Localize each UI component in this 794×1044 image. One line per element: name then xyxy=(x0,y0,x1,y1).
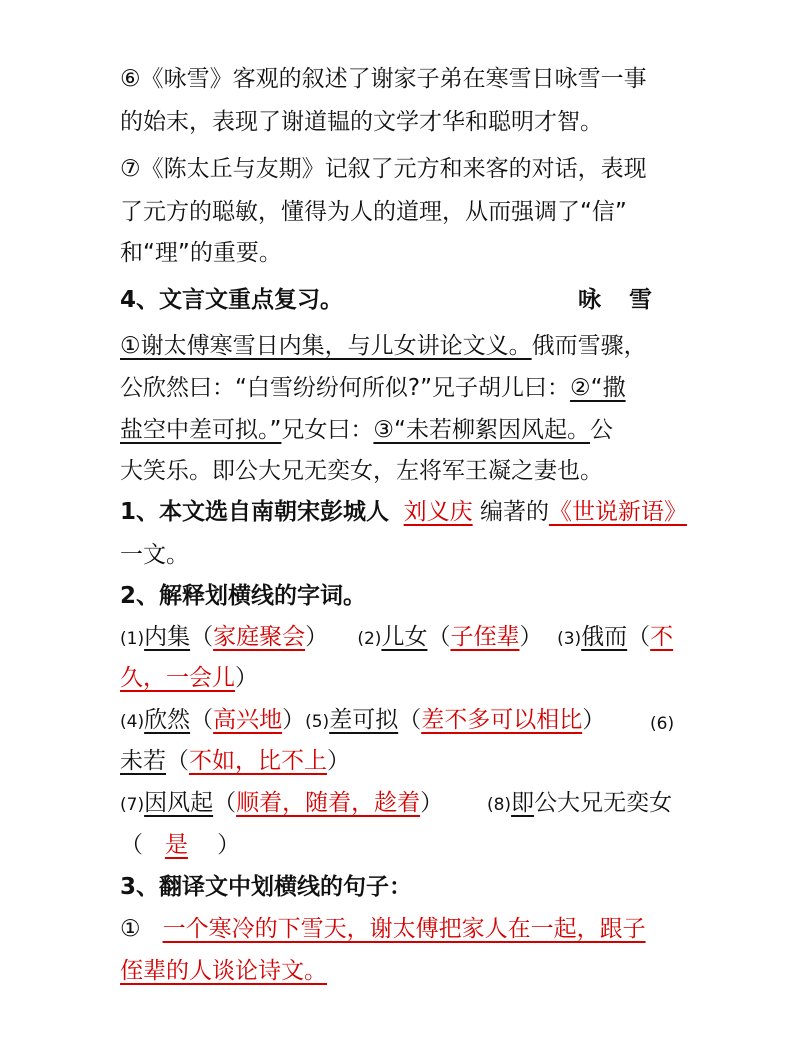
answer-book: 《世说新语》 xyxy=(548,499,687,525)
item-number: (4) xyxy=(120,712,145,732)
summary-line-1: ⑥《咏雪》客观的叙述了谢家子弟在寒雪日咏雪一事 xyxy=(120,66,647,92)
term: 差可拟 xyxy=(329,707,399,733)
term-context: 公大兄无奕女 xyxy=(534,790,673,816)
answer: 差不多可以相比 xyxy=(421,707,583,733)
term: 因风起 xyxy=(144,790,214,816)
underlined-sentence-2: ②“撒 xyxy=(570,375,626,401)
answer: 久，一会儿 xyxy=(120,665,235,691)
passage-line-4: 大笑乐。即公大兄无奕女，左将军王凝之妻也。 xyxy=(120,458,603,484)
answer: 高兴地 xyxy=(213,707,283,733)
question-1-line-2: 一文。 xyxy=(120,542,189,568)
translation-answer: 一个寒冷的下雪天，谢太傅把家人在一起，跟子 xyxy=(162,916,646,942)
term: 儿女 xyxy=(381,624,428,650)
item-number: (2) xyxy=(357,629,382,649)
term: 内集 xyxy=(144,624,191,650)
answer: 家庭聚会 xyxy=(213,624,306,650)
item-number: ① xyxy=(120,916,141,942)
passage-title: 咏 雪 xyxy=(578,287,663,313)
term: 欣然 xyxy=(144,707,191,733)
item-number: (1) xyxy=(120,629,145,649)
q3-answer-line-1 xyxy=(120,913,646,945)
question-1-text: 编著的 xyxy=(479,499,549,525)
q2-row-1: (1)内集（家庭聚会） (2)儿女（子侄辈） (3)俄而（不 xyxy=(120,624,674,650)
term: 俄而 xyxy=(581,624,628,650)
translation-answer: 侄辈的人谈论诗文。 xyxy=(120,958,327,984)
underlined-sentence-2-cont: 盐空中差可拟。” xyxy=(120,417,282,443)
answer: 顺着，随着，趁着 xyxy=(236,790,421,816)
q2-row-3: 未若（不如，比不上） xyxy=(120,748,350,774)
summary-line-3: ⑦《陈太丘与友期》记叙了元方和来客的对话，表现 xyxy=(120,156,647,182)
underlined-sentence-3: ③“未若柳絮因风起。 xyxy=(373,417,590,443)
answer: 是 xyxy=(164,832,188,858)
answer: 子侄辈 xyxy=(450,624,520,650)
q2-row-4: (7)因风起（顺着，随着，趁着） (8)即公大兄无奕女 xyxy=(120,790,673,816)
question-1-text: 1、本文选自南朝宋彭城人 xyxy=(120,499,390,525)
passage-text: 兄女曰： xyxy=(281,417,374,443)
item-number: (3) xyxy=(557,629,582,649)
answer: 不如，比不上 xyxy=(189,748,327,774)
term: 未若 xyxy=(120,748,166,774)
section-4-heading: 4、文言文重点复习。 xyxy=(120,287,344,313)
answer-author: 刘义庆 xyxy=(403,499,473,525)
summary-line-4: 了元方的聪敏，懂得为人的道理，从而强调了“信” xyxy=(120,199,627,225)
q2-row-2: (4)欣然（高兴地）(5)差可拟（差不多可以相比） xyxy=(120,707,606,733)
passage-text: 公欣然曰：“白雪纷纷何所似?”兄子胡儿曰： xyxy=(120,375,571,401)
item-number-6: (6) xyxy=(650,714,675,734)
q3-answer-line-2 xyxy=(120,955,327,987)
item-number: (7) xyxy=(120,795,145,815)
passage-line-1 xyxy=(120,330,647,362)
summary-line-2: 的始末，表现了谢道韫的文学才华和聪明才智。 xyxy=(120,109,603,135)
summary-line-5: 和“理”的重要。 xyxy=(120,240,282,266)
question-2-heading: 2、解释划横线的字词。 xyxy=(120,583,367,609)
item-number: (5) xyxy=(305,712,330,732)
term: 即 xyxy=(511,790,535,816)
passage-line-2 xyxy=(120,372,626,404)
q2-row-1-cont: 久，一会儿） xyxy=(120,665,258,691)
question-1-line-1 xyxy=(120,496,687,528)
passage-text: 公 xyxy=(589,417,613,443)
q2-row-4-cont: （ 是 ） xyxy=(120,832,241,858)
underlined-sentence-1: ①谢太傅寒雪日内集，与儿女讲论文义。 xyxy=(120,333,532,359)
answer: 不 xyxy=(650,624,674,650)
question-3-heading: 3、翻译文中划横线的句子： xyxy=(120,874,413,900)
passage-line-3 xyxy=(120,414,613,446)
item-number: (8) xyxy=(486,795,512,815)
passage-text: 俄而雪骤， xyxy=(531,333,647,359)
